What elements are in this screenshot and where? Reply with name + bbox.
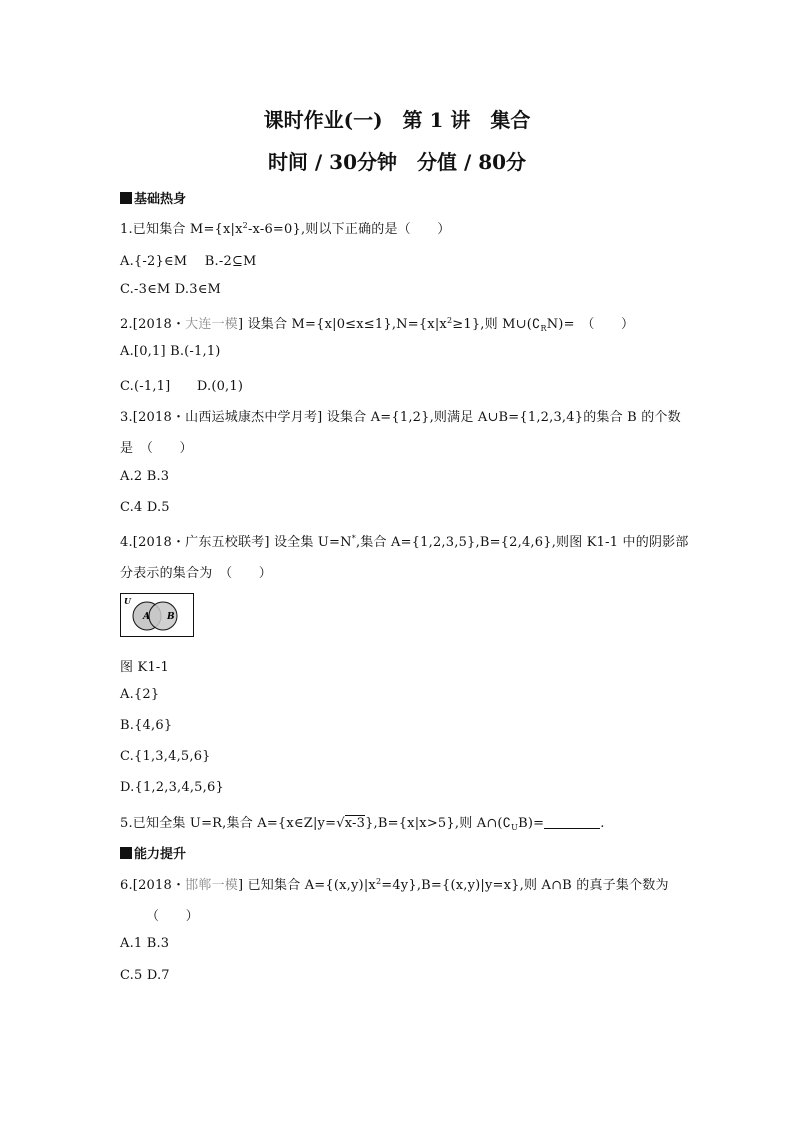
q2-number: 2.[2018・ — [120, 317, 186, 332]
q1-superscript: 2 — [242, 221, 248, 230]
section-advanced — [120, 843, 186, 862]
q2-source: 大连一模 — [185, 317, 238, 332]
set-b-label: B — [167, 612, 175, 622]
question-4-option-d: D.{1,2,3,4,5,6} — [120, 780, 224, 795]
q4-superscript: * — [351, 534, 356, 543]
answer-blank — [544, 816, 600, 829]
question-6-stem — [120, 874, 669, 893]
question-2-options-ab: A.[0,1] B.(-1,1) — [120, 344, 221, 359]
question-2-options-cd: C.(-1,1] D.(0,1) — [120, 379, 244, 394]
question-4-option-a: A.{2} — [120, 687, 160, 702]
q2-superscript: 2 — [446, 316, 453, 325]
q5-stem-part: B)= — [518, 816, 545, 831]
q1-stem-part: 1.已知集合 M={x|x — [120, 222, 243, 237]
question-1-stem — [120, 218, 450, 237]
question-4-stem-line1 — [120, 531, 689, 550]
q6-stem-part: ] 已知集合 A={(x,y)|x — [237, 878, 376, 893]
venn-diagram — [120, 593, 194, 637]
question-3-options-ab: A.2 B.3 — [120, 469, 170, 484]
q5-stem-part: 5.已知全集 U=R,集合 A={x∈Z|y= — [120, 816, 337, 831]
question-3-stem-line2: 是 （ ） — [120, 441, 193, 456]
question-4-option-c: C.{1,3,4,5,6} — [120, 749, 211, 764]
sqrt-icon: √ — [336, 816, 345, 831]
q6-source: 邯郸一模 — [185, 878, 238, 893]
q2-stem-part: ] 设集合 M={x|0≤x≤1},N={x|x — [237, 317, 447, 332]
square-bullet-icon — [120, 192, 132, 204]
q6-stem-part: =4y},B={(x,y)|y=x},则 A∩B 的真子集个数为 — [381, 878, 669, 893]
question-6-stem-line2: （ ） — [146, 909, 199, 924]
q5-stem-part: },B={x|x>5},则 A∩(∁ — [365, 816, 512, 831]
page-subtitle: 时间 / 30分钟 分值 / 80分 — [267, 150, 527, 174]
question-4-option-b: B.{4,6} — [120, 718, 173, 733]
section-advanced-label: 能力提升 — [134, 847, 187, 862]
q6-superscript: 2 — [375, 877, 382, 886]
set-a-label: A — [143, 612, 150, 622]
question-2-stem — [120, 313, 634, 333]
q2-stem-part: N)= （ ） — [546, 317, 635, 332]
q4-stem-part: ,集合 A={1,2,3,5},B={2,4,6},则图 K1-1 中的阴影部 — [355, 535, 689, 550]
q5-radicand: x-3 — [344, 816, 366, 831]
figure-caption: 图 K1-1 — [120, 660, 169, 675]
question-6-options-cd: C.5 D.7 — [120, 968, 170, 983]
q1-stem-part: -x-6=0},则以下正确的是（ ） — [247, 222, 451, 237]
page-title: 课时作业(一) 第 1 讲 集合 — [263, 108, 531, 132]
section-basic — [120, 188, 186, 207]
question-1-options-cd: C.-3∈M D.3∈M — [120, 282, 222, 297]
q5-end: . — [600, 816, 605, 831]
universal-label: U — [124, 596, 131, 606]
q4-stem-part: 4.[2018・广东五校联考] 设全集 U=N — [120, 535, 352, 550]
question-4-stem-line2: 分表示的集合为 （ ） — [120, 566, 272, 581]
section-basic-label: 基础热身 — [134, 192, 187, 207]
question-1-options-ab: A.{-2}∈M B.-2⊆M — [120, 254, 257, 269]
question-3-stem-line1: 3.[2018・山西运城康杰中学月考] 设集合 A={1,2},则满足 A∪B={1,2,3,4}的集合 B 的个数 — [120, 410, 681, 425]
q2-stem-part: ≥1},则 M∪(∁ — [452, 317, 541, 332]
q5-subscript: U — [511, 823, 519, 832]
question-5-stem — [120, 812, 605, 832]
q6-number: 6.[2018・ — [120, 878, 186, 893]
square-bullet-icon — [120, 847, 132, 859]
question-3-options-cd: C.4 D.5 — [120, 500, 170, 515]
question-6-options-ab: A.1 B.3 — [120, 936, 170, 951]
q2-subscript: R — [540, 324, 547, 333]
